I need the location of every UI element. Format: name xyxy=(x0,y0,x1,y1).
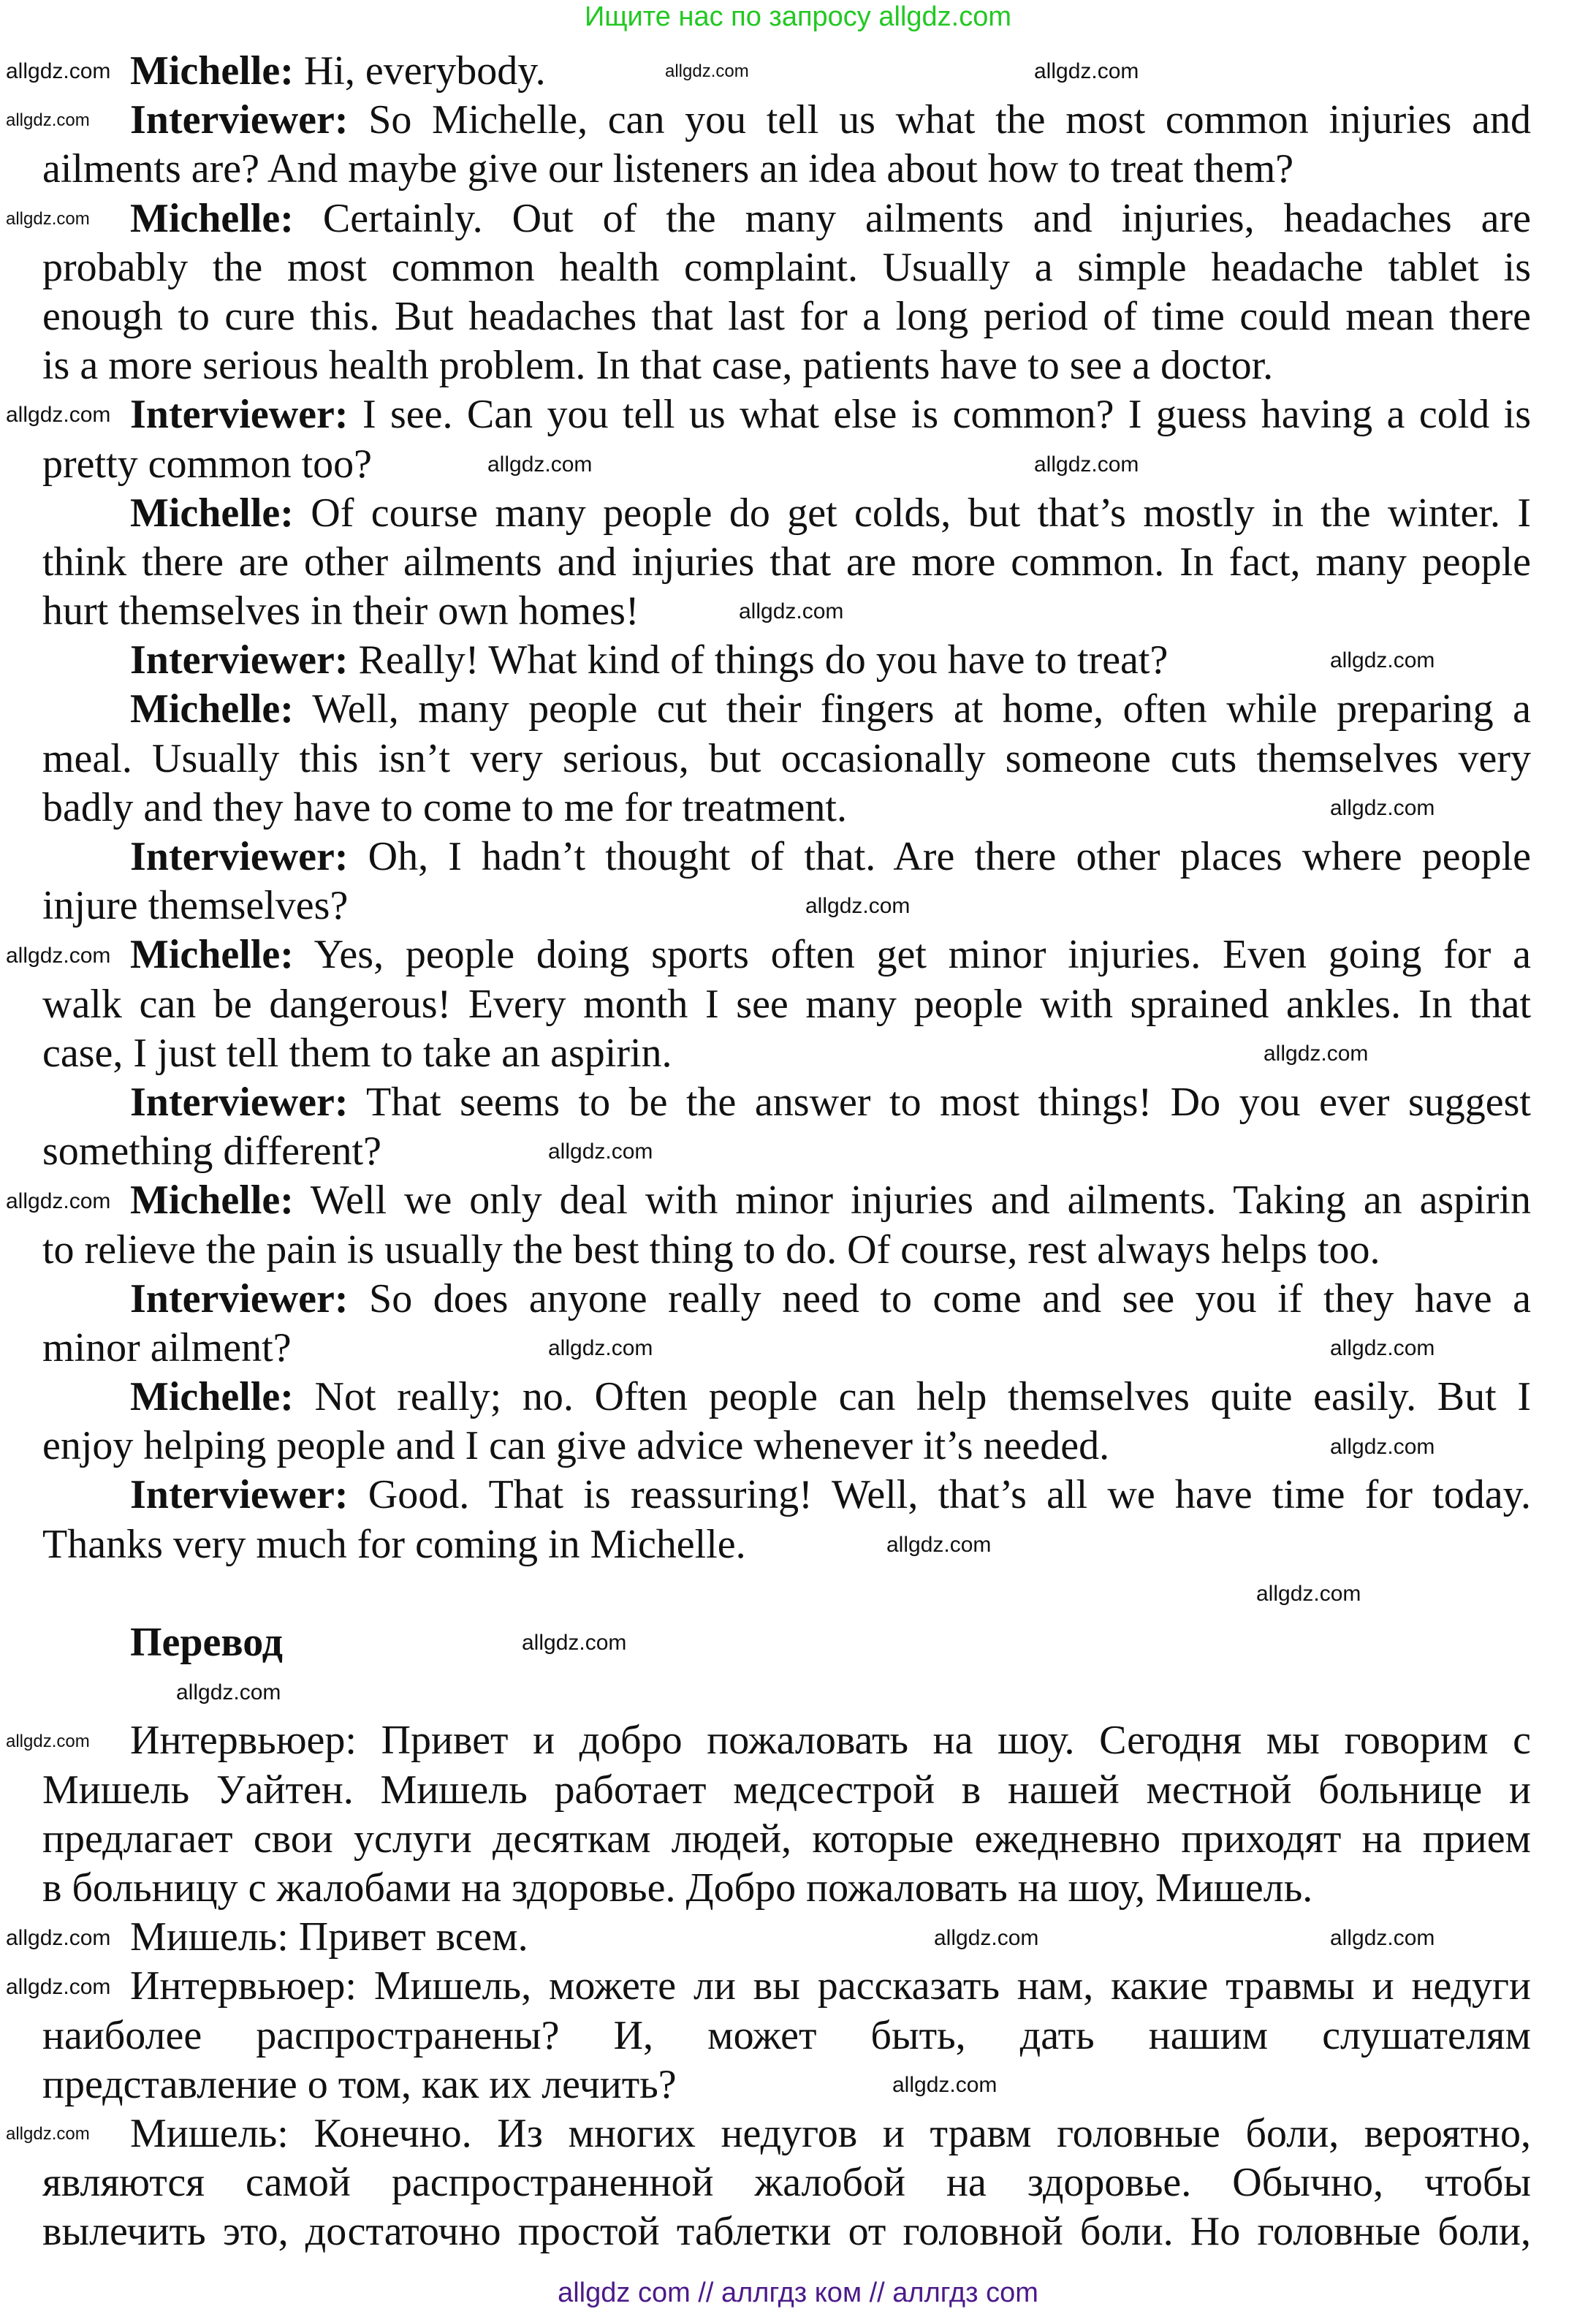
dialogue-line xyxy=(42,930,1531,979)
line-text: Yes, people doing sports often get minor injuries. Even going for a xyxy=(314,932,1532,978)
watermark-text: allgdz.com xyxy=(6,1975,111,1999)
line-text: minor ailment? xyxy=(42,1324,292,1370)
line-text: Certainly. Out of the many ailments and injuries, headaches are xyxy=(322,195,1532,241)
line-text: являются самой распространенной жалобой на здоровье. Обычно, чтобы xyxy=(42,2160,1531,2206)
dialogue-line xyxy=(42,194,1531,243)
speaker-label: Interviewer: xyxy=(130,392,349,438)
watermark-text: allgdz.com xyxy=(6,1189,111,1213)
speaker-label: Interviewer: xyxy=(130,834,349,879)
heading-text: Перевод xyxy=(130,1620,283,1665)
watermark-text: allgdz.com xyxy=(934,1926,1039,1950)
dialogue-line xyxy=(42,243,1531,292)
line-text: Good. That is reassuring! Well, that’s all we have time for today. xyxy=(368,1472,1532,1518)
watermark-text: allgdz.com xyxy=(6,1732,90,1751)
speaker-label: Michelle: xyxy=(130,932,294,978)
dialogue-line xyxy=(42,96,1531,145)
line-text: is a more serious health problem. In that case, patients have to see a doctor. xyxy=(42,343,1274,389)
dialogue-line xyxy=(42,881,1531,930)
dialogue-line xyxy=(42,636,1531,685)
site-banner: Ищите нас по запросу allgdz.com xyxy=(584,1,1011,32)
watermark-text: allgdz.com xyxy=(1330,1926,1435,1950)
line-text: Интервьюер: Привет и добро пожаловать на шоу. Сегодня мы говорим с xyxy=(130,1718,1531,1764)
watermark-text: allgdz.com xyxy=(548,1336,653,1360)
watermark-text: allgdz.com xyxy=(1034,59,1139,83)
line-text: case, I just tell them to take an aspirin. xyxy=(42,1030,672,1076)
line-text: think there are other ailments and injuries that are more common. In fact, many people xyxy=(42,539,1531,585)
speaker-label: Interviewer: xyxy=(130,637,349,683)
line-text: So does anyone really need to come and see you if they have a xyxy=(369,1275,1531,1321)
line-text: probably the most common health complaint. Usually a simple headache tablet is xyxy=(42,244,1531,290)
dialogue-line xyxy=(42,980,1531,1029)
watermark-text: allgdz.com xyxy=(892,2073,997,2097)
dialogue-line xyxy=(42,1471,1531,1520)
watermark-text: allgdz.com xyxy=(6,110,90,130)
line-text: to relieve the pain is usually the best thing to do. Of course, rest always helps too. xyxy=(42,1226,1380,1273)
watermark-text: allgdz.com xyxy=(6,944,111,968)
line-text: hurt themselves in their own homes! xyxy=(42,588,639,634)
line-text: Well we only deal with minor injuries and ailments. Taking an aspirin xyxy=(310,1178,1531,1224)
line-text: Oh, I hadn’t thought of that. Are there other places where people xyxy=(368,834,1532,879)
line-text: enough to cure this. But headaches that last for a long period of time could mean there xyxy=(42,293,1531,339)
watermark-text: allgdz.com xyxy=(522,1631,627,1655)
dialogue-line xyxy=(42,1520,1531,1569)
speaker-label: Interviewer: xyxy=(130,1472,349,1518)
watermark-text: allgdz.com xyxy=(548,1139,653,1164)
dialogue-line xyxy=(42,538,1531,587)
dialogue-line xyxy=(42,489,1531,538)
dialogue-line xyxy=(42,341,1531,390)
line-text: Интервьюер: Мишель, можете ли вы рассказать нам, какие травмы и недуги xyxy=(130,1963,1531,2009)
speaker-label: Interviewer: xyxy=(130,1079,349,1125)
dialogue-line xyxy=(42,292,1531,341)
line-text: наиболее распространены? И, может быть, дать нашим слушателям xyxy=(42,2012,1531,2058)
watermark-text: allgdz.com xyxy=(805,894,911,918)
watermark-text: allgdz.com xyxy=(176,1680,281,1704)
line-text: Мишель Уайтен. Мишель работает медсестрой в нашей местной больнице и xyxy=(42,1767,1531,1813)
dialogue-line xyxy=(42,1373,1531,1422)
watermark-text: allgdz.com xyxy=(1264,1042,1369,1066)
watermark-text: allgdz.com xyxy=(6,1926,111,1950)
watermark-text: allgdz.com xyxy=(6,209,90,229)
site-footer: allgdz com // аллгдз ком // аллгдз com xyxy=(558,2278,1038,2308)
dialogue-line xyxy=(42,1275,1531,1324)
line-text: Мишель: Конечно. Из многих недугов и травм головные боли, вероятно, xyxy=(130,2110,1531,2156)
speaker-label: Michelle: xyxy=(130,195,294,241)
line-text: Hi, everybody. xyxy=(303,48,546,94)
watermark-text: allgdz.com xyxy=(1330,1336,1435,1360)
dialogue-line xyxy=(42,145,1531,194)
line-text: вылечить это, достаточно простой таблетки от головной боли. Но головные боли, xyxy=(42,2209,1531,2255)
dialogue-line xyxy=(42,47,1531,96)
line-text: Thanks very much for coming in Michelle. xyxy=(42,1521,746,1567)
speaker-label: Michelle: xyxy=(130,490,294,536)
speaker-label: Michelle: xyxy=(130,1178,294,1224)
speaker-label: Michelle: xyxy=(130,1374,294,1420)
line-text: Of course many people do get colds, but that’s mostly in the winter. I xyxy=(311,490,1531,536)
translation-line xyxy=(42,2207,1531,2256)
dialogue-line xyxy=(42,685,1531,734)
dialogue-line xyxy=(42,735,1531,784)
translation-line xyxy=(42,1864,1531,1913)
speaker-label: Michelle: xyxy=(130,48,294,94)
line-text: So Michelle, can you tell us what the most common injuries and xyxy=(368,97,1532,143)
line-text: I see. Can you tell us what else is common? I guess having a cold is xyxy=(362,392,1532,438)
dialogue-line xyxy=(42,390,1531,439)
line-text: Not really; no. Often people can help themselves quite easily. But I xyxy=(314,1374,1531,1420)
watermark-text: allgdz.com xyxy=(6,2124,90,2144)
speaker-label: Interviewer: xyxy=(130,97,349,143)
line-text: something different? xyxy=(42,1129,381,1175)
line-text: представление о том, как их лечить? xyxy=(42,2061,677,2107)
line-text: ailments are? And maybe give our listeners an idea about how to treat them? xyxy=(42,146,1294,192)
translation-line xyxy=(42,1766,1531,1815)
watermark-text: allgdz.com xyxy=(1330,648,1435,672)
watermark-text: allgdz.com xyxy=(1034,452,1139,477)
dialogue-line xyxy=(42,1422,1531,1471)
dialogue-line xyxy=(42,1324,1531,1373)
translation-line xyxy=(42,1962,1531,2011)
dialogue-line xyxy=(42,833,1531,881)
translation-line xyxy=(42,1913,1531,1962)
dialogue-line xyxy=(42,1226,1531,1275)
watermark-text: allgdz.com xyxy=(1256,1582,1361,1606)
watermark-text: allgdz.com xyxy=(487,452,593,477)
dialogue-line xyxy=(42,784,1531,833)
watermark-text: allgdz.com xyxy=(739,599,844,623)
document-body xyxy=(42,47,1531,2256)
speaker-label: Michelle: xyxy=(130,686,294,732)
line-text: badly and they have to come to me for treatment. xyxy=(42,784,847,830)
translation-line xyxy=(42,1716,1531,1765)
translation-line xyxy=(42,2109,1531,2158)
watermark-text: allgdz.com xyxy=(1330,796,1435,820)
line-text: enjoy helping people and I can give advice whenever it’s needed. xyxy=(42,1423,1110,1469)
watermark-text: allgdz.com xyxy=(6,59,111,83)
translation-line xyxy=(42,2158,1531,2207)
translation-heading xyxy=(42,1618,1531,1667)
line-text: That seems to be the answer to most things! Do you ever suggest xyxy=(366,1079,1531,1125)
line-text: meal. Usually this isn’t very serious, but occasionally someone cuts themselves very xyxy=(42,735,1531,781)
speaker-label: Interviewer: xyxy=(130,1275,349,1321)
dialogue-line xyxy=(42,440,1531,489)
dialogue-line xyxy=(42,1078,1531,1127)
line-text: injure themselves? xyxy=(42,883,349,929)
watermark-text: allgdz.com xyxy=(6,403,111,427)
line-text: Мишель: Привет всем. xyxy=(130,1914,528,1960)
translation-line xyxy=(42,2011,1531,2060)
watermark-text: allgdz.com xyxy=(1330,1435,1435,1459)
translation-line xyxy=(42,2060,1531,2109)
line-text: Really! What kind of things do you have to treat? xyxy=(358,637,1168,683)
dialogue-line xyxy=(42,1176,1531,1225)
watermark-text: allgdz.com xyxy=(886,1533,992,1557)
line-text: pretty common too? xyxy=(42,441,373,487)
watermark-text: allgdz.com xyxy=(665,61,749,81)
line-text: Well, many people cut their fingers at home, often while preparing a xyxy=(312,686,1531,732)
line-text: walk can be dangerous! Every month I see many people with sprained ankles. In that xyxy=(42,981,1531,1027)
dialogue-line xyxy=(42,1127,1531,1176)
line-text: предлагает свои услуги десяткам людей, которые ежедневно приходят на прием xyxy=(42,1816,1531,1862)
line-text: в больницу с жалобами на здоровье. Добро пожаловать на шоу, Мишель. xyxy=(42,1865,1313,1911)
translation-line xyxy=(42,1815,1531,1864)
